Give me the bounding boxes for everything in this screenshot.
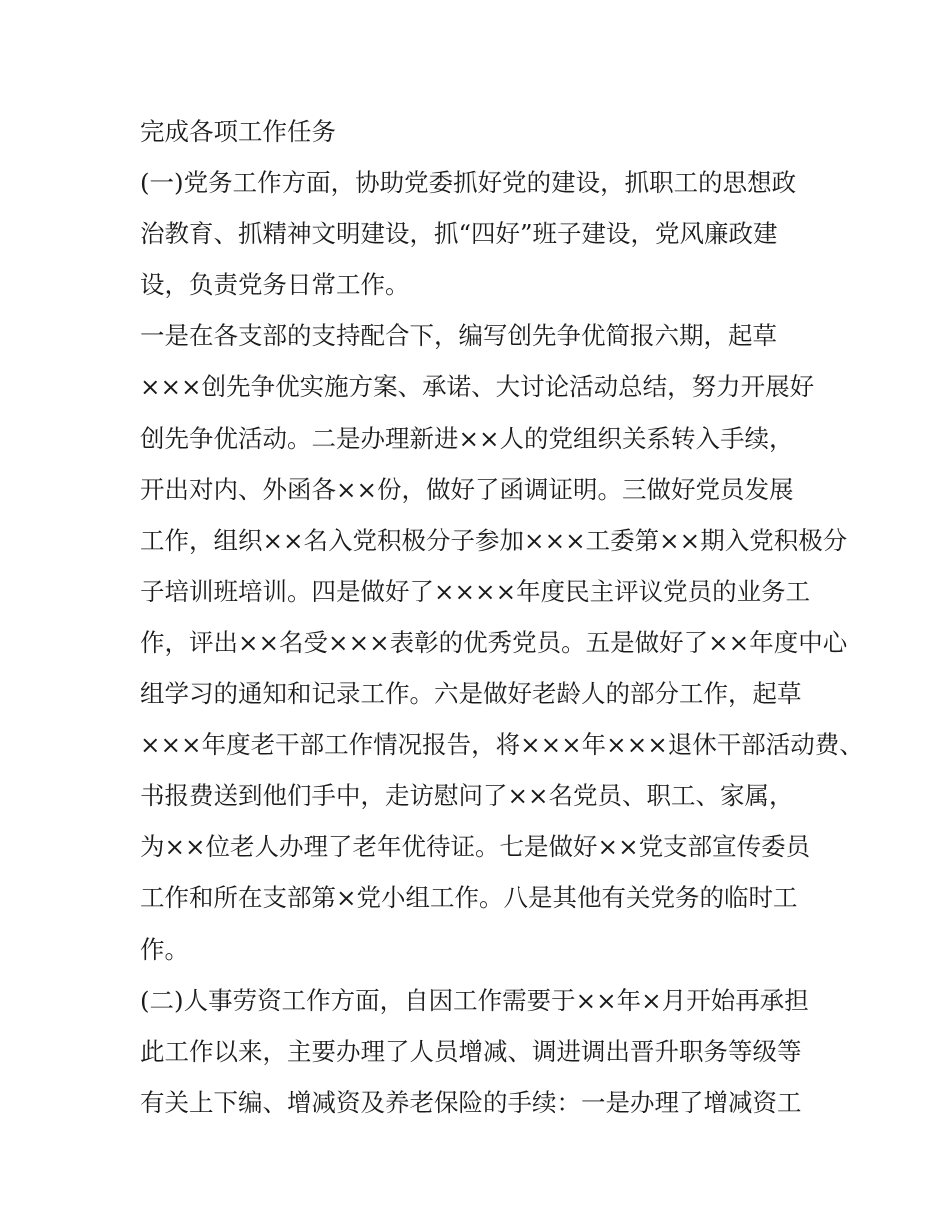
text-line: 作。 xyxy=(140,934,189,964)
text-line: (二)人事劳资工作方面，自因工作需要于××年×月开始再承担 xyxy=(140,985,809,1015)
text-line: 工作和所在支部第×党小组工作。八是其他有关党务的临时工 xyxy=(140,883,798,913)
text-line: 组学习的通知和记录工作。六是做好老龄人的部分工作，起草 xyxy=(140,679,802,709)
document-body xyxy=(140,106,864,1128)
text-line: 创先争优活动。二是办理新进××人的党组织关系转入手续， xyxy=(140,423,794,453)
text-line: 书报费送到他们手中，走访慰问了××名党员、职工、家属， xyxy=(140,781,794,811)
text-line: 一是在各支部的支持配合下，编写创先争优简报六期，起草 xyxy=(140,321,777,351)
text-line: 子培训班培训。四是做好了××××年度民主评议党员的业务工 xyxy=(140,576,811,606)
text-line: 治教育、抓精神文明建设，抓“四好”班子建设，党风廉政建 xyxy=(140,219,778,249)
text-line: ×××年度老干部工作情况报告，将×××年×××退休干部活动费、 xyxy=(140,730,864,760)
text-line: 有关上下编、增减资及养老保险的手续：一是办理了增减资工 xyxy=(140,1087,802,1117)
text-line: 此工作以来，主要办理了人员增减、调进调出晋升职务等级等 xyxy=(140,1036,802,1066)
text-line: 开出对内、外函各××份，做好了函调证明。三做好党员发展 xyxy=(140,474,794,504)
text-line: ×××创先争优实施方案、承诺、大讨论活动总结，努力开展好 xyxy=(140,372,815,402)
text-line: (一)党务工作方面，协助党委抓好党的建设，抓职工的思想政 xyxy=(140,168,797,198)
heading-line: 完成各项工作任务 xyxy=(140,117,336,146)
text-line: 为××位老人办理了老年优待证。七是做好××党支部宣传委员 xyxy=(140,832,811,862)
text-line: 设，负责党务日常工作。 xyxy=(140,270,410,300)
text-line: 工作，组织××名入党积极分子参加×××工委第××期入党积极分 xyxy=(140,525,848,555)
text-line: 作，评出××名受×××表彰的优秀党员。五是做好了××年度中心 xyxy=(140,627,848,657)
